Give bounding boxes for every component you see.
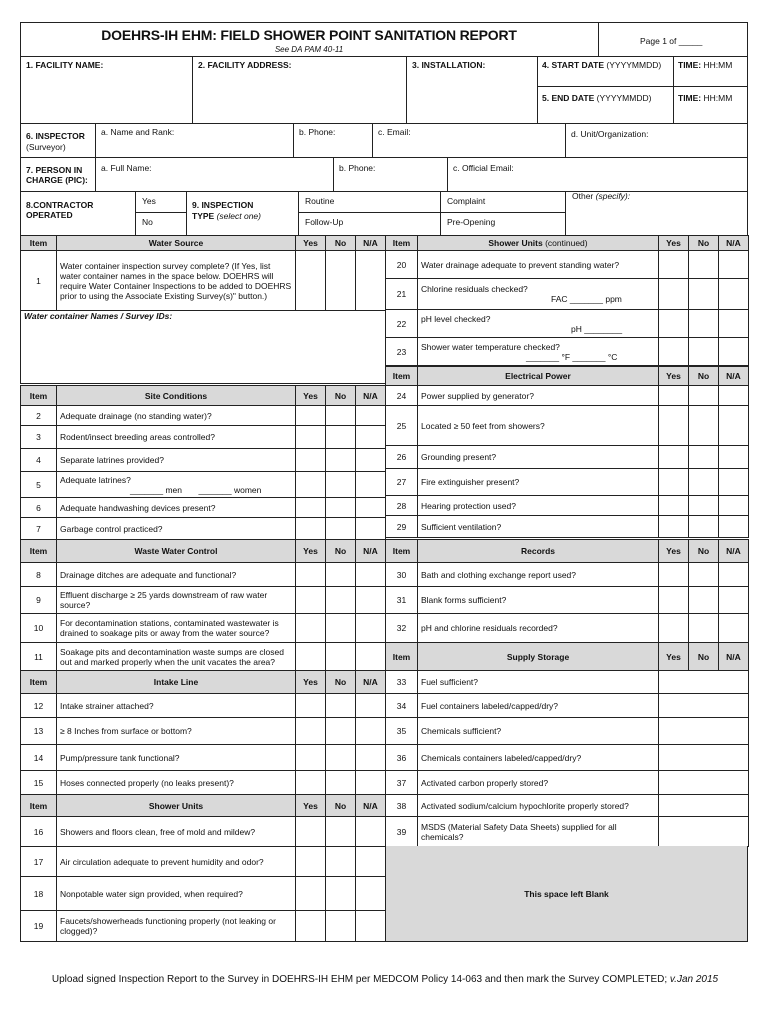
col-no: No	[689, 367, 719, 386]
yes-checkbox[interactable]	[296, 449, 326, 472]
water-source-table	[20, 235, 386, 384]
na-checkbox[interactable]	[719, 406, 749, 446]
col-no: No	[689, 643, 719, 671]
no-checkbox[interactable]	[689, 386, 719, 406]
yes-checkbox[interactable]	[296, 643, 326, 671]
item-text-line: Adequate latrines?	[60, 474, 131, 485]
na-checkbox[interactable]	[356, 472, 386, 498]
item-text: Water drainage adequate to prevent standing water?	[418, 251, 659, 279]
na-checkbox[interactable]	[356, 694, 386, 718]
item-text: Air circulation adequate to prevent humidity and odor?	[57, 847, 296, 877]
inspection-preopening-option[interactable]: Pre-Opening	[447, 217, 496, 227]
no-checkbox[interactable]	[326, 643, 356, 671]
item-text: Drainage ditches are adequate and functional?	[57, 563, 296, 587]
col-item: Item	[21, 540, 57, 563]
yes-checkbox[interactable]	[296, 817, 326, 847]
na-checkbox[interactable]	[356, 643, 386, 671]
inspection-other-note: (specify):	[595, 191, 631, 201]
na-checkbox[interactable]	[356, 718, 386, 745]
no-checkbox[interactable]	[689, 469, 719, 496]
item-number: 17	[21, 847, 57, 877]
na-checkbox[interactable]	[719, 446, 749, 469]
na-checkbox[interactable]	[356, 847, 386, 877]
pic-email-field[interactable]: c. Official Email:	[453, 163, 514, 173]
item-number: 31	[386, 587, 418, 614]
site-conditions-title: Site Conditions	[57, 386, 296, 406]
end-time-label: TIME:	[678, 93, 702, 103]
item-number: 6	[21, 498, 57, 518]
yes-checkbox[interactable]	[296, 498, 326, 518]
col-item: Item	[386, 367, 418, 386]
yes-checkbox[interactable]	[296, 472, 326, 498]
inspector-phone-field[interactable]: b. Phone:	[299, 127, 336, 137]
na-checkbox[interactable]	[356, 877, 386, 911]
no-checkbox[interactable]	[689, 563, 719, 587]
item-number: 24	[386, 386, 418, 406]
yes-checkbox[interactable]	[296, 877, 326, 911]
col-na: N/A	[356, 671, 386, 694]
supply-title: Supply Storage	[418, 643, 659, 671]
inspection-other-option[interactable]: Other	[572, 191, 594, 201]
contractor-yes-option[interactable]: Yes	[142, 196, 156, 206]
item-text-line: Shower water temperature checked?	[421, 341, 560, 352]
item-text: Fuel sufficient?	[418, 671, 659, 694]
item-text: Hearing protection used?	[418, 496, 659, 516]
col-yes: Yes	[659, 236, 689, 251]
temperature-reading[interactable]: _______ °F _______ °C	[526, 351, 618, 362]
item-text: Located ≥ 50 feet from showers?	[418, 406, 659, 446]
item-number: 10	[21, 614, 57, 643]
no-checkbox[interactable]	[689, 446, 719, 469]
end-date-format: (YYYYMMDD)	[596, 93, 652, 103]
pic-name-field[interactable]: a. Full Name:	[101, 163, 152, 173]
no-checkbox[interactable]	[689, 587, 719, 614]
no-checkbox[interactable]	[326, 847, 356, 877]
no-checkbox[interactable]	[326, 406, 356, 426]
item-text: Water container inspection survey complete? (If Yes, list water container names in the space below. DOEHRS will require Water Container Inspections to be added to DOEHRS prior to using the Associate Existing Survey(s)" button.)	[57, 251, 296, 311]
yes-checkbox[interactable]	[296, 518, 326, 540]
installation-label: 3. INSTALLATION:	[412, 60, 486, 70]
no-checkbox[interactable]	[326, 563, 356, 587]
item-number: 5	[21, 472, 57, 498]
item-number: 38	[386, 795, 418, 817]
col-yes: Yes	[659, 643, 689, 671]
inspector-email-field[interactable]: c. Email:	[378, 127, 411, 137]
end-date-label: 5. END DATE	[542, 93, 595, 103]
na-checkbox[interactable]	[719, 516, 749, 538]
yes-checkbox[interactable]	[296, 718, 326, 745]
no-checkbox[interactable]	[689, 614, 719, 643]
no-checkbox[interactable]	[689, 251, 719, 279]
start-time-format: HH:MM	[703, 60, 733, 70]
item-text: Sufficient ventilation?	[418, 516, 659, 538]
inspection-followup-option[interactable]: Follow-Up	[305, 217, 344, 227]
yes-checkbox[interactable]	[296, 771, 326, 795]
item-text: Adequate handwashing devices present?	[57, 498, 296, 518]
blank-area	[385, 846, 748, 941]
no-checkbox[interactable]	[326, 911, 356, 942]
col-yes: Yes	[296, 540, 326, 563]
pic-phone-field[interactable]: b. Phone:	[339, 163, 376, 173]
yes-checkbox[interactable]	[659, 587, 689, 614]
item-text: Activated sodium/calcium hypochlorite properly stored?	[418, 795, 659, 817]
na-checkbox[interactable]	[356, 563, 386, 587]
item-number: 29	[386, 516, 418, 538]
item-text: Showers and floors clean, free of mold and mildew?	[57, 817, 296, 847]
item-number: 39	[386, 817, 418, 847]
col-yes: Yes	[296, 386, 326, 406]
inspector-unit-field[interactable]: d. Unit/Organization:	[571, 129, 649, 139]
item-text: Faucets/showerheads functioning properly (not leaking or clogged)?	[57, 911, 296, 942]
col-item: Item	[386, 643, 418, 671]
item-number: 25	[386, 406, 418, 446]
shower-units-cont-note: (continued)	[545, 238, 588, 248]
item-text: Effluent discharge ≥ 25 yards downstream of raw water source?	[57, 587, 296, 614]
na-checkbox[interactable]	[356, 449, 386, 472]
col-yes: Yes	[659, 367, 689, 386]
shower-units-continued-table	[385, 235, 749, 366]
item-number: 20	[386, 251, 418, 279]
na-checkbox[interactable]	[356, 911, 386, 942]
na-checkbox[interactable]	[356, 817, 386, 847]
na-checkbox[interactable]	[719, 310, 749, 338]
item-number: 14	[21, 745, 57, 771]
form-subtitle: See DA PAM 40-11	[274, 45, 344, 54]
answer-cell[interactable]	[659, 718, 749, 745]
yes-checkbox[interactable]	[296, 745, 326, 771]
col-no: No	[326, 795, 356, 817]
start-date-label: 4. START DATE	[542, 60, 605, 70]
item-number: 13	[21, 718, 57, 745]
item-number: 37	[386, 771, 418, 795]
item-text	[57, 472, 296, 498]
item-text-line: pH level checked?	[421, 313, 491, 324]
item-number: 35	[386, 718, 418, 745]
shower-units-cont-title: Shower Units	[488, 238, 543, 248]
pic-label: 7. PERSON IN CHARGE (PIC):	[26, 165, 88, 185]
item-text: Adequate drainage (no standing water)?	[57, 406, 296, 426]
supply-storage-table	[385, 642, 749, 847]
item-text	[418, 338, 659, 366]
yes-checkbox[interactable]	[659, 406, 689, 446]
contractor-no-option[interactable]: No	[142, 217, 153, 227]
inspection-type-note: (select one)	[216, 211, 261, 221]
col-no: No	[689, 540, 719, 563]
facility-name-label: 1. FACILITY NAME:	[26, 60, 104, 70]
electrical-title: Electrical Power	[418, 367, 659, 386]
no-checkbox[interactable]	[326, 498, 356, 518]
ph-reading[interactable]: pH ________	[571, 323, 623, 334]
yes-checkbox[interactable]	[659, 469, 689, 496]
inspection-routine-option[interactable]: Routine	[305, 196, 335, 206]
item-number: 1	[21, 251, 57, 311]
footer-version: v.Jan 2015	[669, 974, 719, 985]
na-checkbox[interactable]	[356, 426, 386, 449]
yes-checkbox[interactable]	[296, 587, 326, 614]
item-text: Chemicals sufficient?	[418, 718, 659, 745]
shower-units-table	[20, 794, 386, 942]
inspection-complaint-option[interactable]: Complaint	[447, 196, 486, 206]
inspector-name-field[interactable]: a. Name and Rank:	[101, 127, 175, 137]
yes-checkbox[interactable]	[659, 614, 689, 643]
answer-cell[interactable]	[659, 817, 749, 847]
item-number: 18	[21, 877, 57, 911]
yes-checkbox[interactable]	[296, 563, 326, 587]
item-text: Power supplied by generator?	[418, 386, 659, 406]
no-checkbox[interactable]	[326, 694, 356, 718]
no-checkbox[interactable]	[326, 251, 356, 311]
col-na: N/A	[356, 236, 386, 251]
item-text: pH and chlorine residuals recorded?	[418, 614, 659, 643]
yes-checkbox[interactable]	[296, 406, 326, 426]
yes-checkbox[interactable]	[296, 847, 326, 877]
water-source-title: Water Source	[57, 236, 296, 251]
fac-reading[interactable]: FAC _______ ppm	[551, 294, 622, 304]
col-na: N/A	[719, 367, 749, 386]
col-item: Item	[21, 795, 57, 817]
end-time-format: HH:MM	[703, 93, 733, 103]
item-number: 2	[21, 406, 57, 426]
answer-cell[interactable]	[659, 694, 749, 718]
answer-cell[interactable]	[659, 671, 749, 694]
inspection-type-label: 9. INSPECTION	[192, 200, 254, 210]
col-na: N/A	[719, 236, 749, 251]
footer-note	[20, 974, 750, 985]
no-checkbox[interactable]	[326, 745, 356, 771]
item-text: Fuel containers labeled/capped/dry?	[418, 694, 659, 718]
no-checkbox[interactable]	[689, 516, 719, 538]
answer-cell[interactable]	[659, 795, 749, 817]
yes-checkbox[interactable]	[296, 251, 326, 311]
women-count[interactable]: _______ women	[198, 484, 262, 495]
yes-checkbox[interactable]	[659, 386, 689, 406]
na-checkbox[interactable]	[356, 498, 386, 518]
na-checkbox[interactable]	[356, 518, 386, 540]
intake-line-table	[20, 670, 386, 795]
water-container-names-field[interactable]: Water container Names / Survey IDs:	[21, 311, 386, 384]
yes-checkbox[interactable]	[296, 694, 326, 718]
item-text: Activated carbon properly stored?	[418, 771, 659, 795]
electrical-power-table	[385, 366, 749, 538]
site-conditions-table	[20, 385, 386, 540]
na-checkbox[interactable]	[719, 496, 749, 516]
facility-address-label: 2. FACILITY ADDRESS:	[198, 60, 292, 70]
no-checkbox[interactable]	[689, 496, 719, 516]
item-number: 3	[21, 426, 57, 449]
answer-cell[interactable]	[659, 771, 749, 795]
item-text: Hoses connected properly (no leaks present)?	[57, 771, 296, 795]
answer-cell[interactable]	[659, 745, 749, 771]
item-number: 8	[21, 563, 57, 587]
col-yes: Yes	[296, 671, 326, 694]
col-no: No	[326, 540, 356, 563]
no-checkbox[interactable]	[326, 718, 356, 745]
no-checkbox[interactable]	[326, 472, 356, 498]
na-checkbox[interactable]	[356, 251, 386, 311]
item-number: 7	[21, 518, 57, 540]
waste-water-title: Waste Water Control	[57, 540, 296, 563]
item-number: 15	[21, 771, 57, 795]
yes-checkbox[interactable]	[296, 911, 326, 942]
no-checkbox[interactable]	[326, 587, 356, 614]
col-item: Item	[21, 671, 57, 694]
item-number: 4	[21, 449, 57, 472]
form-title: DOEHRS-IH EHM: FIELD SHOWER POINT SANITATION REPORT	[101, 27, 517, 43]
yes-checkbox[interactable]	[659, 338, 689, 366]
na-checkbox[interactable]	[356, 614, 386, 643]
intake-line-title: Intake Line	[57, 671, 296, 694]
na-checkbox[interactable]	[356, 406, 386, 426]
col-no: No	[689, 236, 719, 251]
item-number: 32	[386, 614, 418, 643]
item-number: 19	[21, 911, 57, 942]
item-number: 30	[386, 563, 418, 587]
contractor-label: 8.CONTRACTOR OPERATED	[26, 200, 94, 220]
item-text: Bath and clothing exchange report used?	[418, 563, 659, 587]
na-checkbox[interactable]	[719, 251, 749, 279]
item-text: Pump/pressure tank functional?	[57, 745, 296, 771]
yes-checkbox[interactable]	[659, 251, 689, 279]
item-text: Intake strainer attached?	[57, 694, 296, 718]
yes-checkbox[interactable]	[659, 310, 689, 338]
item-number: 36	[386, 745, 418, 771]
inspection-type-word: TYPE	[192, 211, 215, 221]
na-checkbox[interactable]	[719, 469, 749, 496]
col-no: No	[326, 671, 356, 694]
item-text: Rodent/insect breeding areas controlled?	[57, 426, 296, 449]
no-checkbox[interactable]	[326, 614, 356, 643]
na-checkbox[interactable]	[719, 563, 749, 587]
na-checkbox[interactable]	[719, 587, 749, 614]
yes-checkbox[interactable]	[296, 614, 326, 643]
item-text: Garbage control practiced?	[57, 518, 296, 540]
no-checkbox[interactable]	[689, 279, 719, 310]
yes-checkbox[interactable]	[296, 426, 326, 449]
item-number: 21	[386, 279, 418, 310]
yes-checkbox[interactable]	[659, 496, 689, 516]
records-table	[385, 539, 749, 643]
col-no: No	[326, 386, 356, 406]
item-text: Soakage pits and decontamination waste sumps are closed out and marked properly when the unit vacates the area?	[57, 643, 296, 671]
yes-checkbox[interactable]	[659, 279, 689, 310]
col-yes: Yes	[296, 236, 326, 251]
yes-checkbox[interactable]	[659, 563, 689, 587]
waste-water-table	[20, 539, 386, 671]
page-count[interactable]: Page 1 of _____	[640, 36, 703, 46]
item-number: 27	[386, 469, 418, 496]
no-checkbox[interactable]	[689, 338, 719, 366]
item-number: 12	[21, 694, 57, 718]
na-checkbox[interactable]	[719, 614, 749, 643]
no-checkbox[interactable]	[326, 426, 356, 449]
col-yes: Yes	[296, 795, 326, 817]
item-text: ≥ 8 Inches from surface or bottom?	[57, 718, 296, 745]
shower-units-title: Shower Units	[57, 795, 296, 817]
col-na: N/A	[719, 540, 749, 563]
col-item: Item	[386, 540, 418, 563]
col-na: N/A	[719, 643, 749, 671]
col-yes: Yes	[659, 540, 689, 563]
no-checkbox[interactable]	[326, 518, 356, 540]
item-text-line: Chlorine residuals checked?	[421, 284, 528, 294]
na-checkbox[interactable]	[719, 386, 749, 406]
col-na: N/A	[356, 386, 386, 406]
item-text: Separate latrines provided?	[57, 449, 296, 472]
item-number: 23	[386, 338, 418, 366]
inspector-sublabel: (Surveyor)	[26, 142, 66, 152]
yes-checkbox[interactable]	[659, 446, 689, 469]
men-count[interactable]: _______ men	[130, 484, 182, 495]
col-na: N/A	[356, 540, 386, 563]
item-number: 34	[386, 694, 418, 718]
no-checkbox[interactable]	[326, 771, 356, 795]
start-date-format: (YYYYMMDD)	[606, 60, 662, 70]
item-text: Fire extinguisher present?	[418, 469, 659, 496]
item-text: Nonpotable water sign provided, when required?	[57, 877, 296, 911]
item-text: Blank forms sufficient?	[418, 587, 659, 614]
col-item: Item	[21, 236, 57, 251]
col-item: Item	[386, 236, 418, 251]
no-checkbox[interactable]	[689, 406, 719, 446]
item-number: 26	[386, 446, 418, 469]
item-number: 11	[21, 643, 57, 671]
item-number: 9	[21, 587, 57, 614]
item-number: 16	[21, 817, 57, 847]
start-time-label: TIME:	[678, 60, 702, 70]
na-checkbox[interactable]	[356, 745, 386, 771]
item-text: MSDS (Material Safety Data Sheets) supplied for all chemicals?	[418, 817, 659, 847]
item-text: Chemicals containers labeled/capped/dry?	[418, 745, 659, 771]
records-title: Records	[418, 540, 659, 563]
item-number: 22	[386, 310, 418, 338]
item-text	[418, 279, 659, 310]
item-text	[418, 310, 659, 338]
col-na: N/A	[356, 795, 386, 817]
blank-area-text: This space left Blank	[524, 888, 609, 899]
no-checkbox[interactable]	[326, 449, 356, 472]
na-checkbox[interactable]	[356, 587, 386, 614]
item-text: Grounding present?	[418, 446, 659, 469]
col-item: Item	[21, 386, 57, 406]
item-text: For decontamination stations, contaminated wastewater is drained to soakage pits or away from the water source?	[57, 614, 296, 643]
na-checkbox[interactable]	[719, 338, 749, 366]
no-checkbox[interactable]	[689, 310, 719, 338]
footer-text: Upload signed Inspection Report to the Survey in DOEHRS-IH EHM per MEDCOM Policy 14-063 and then mark the Survey COMPLETED;	[51, 974, 668, 985]
item-number: 33	[386, 671, 418, 694]
no-checkbox[interactable]	[326, 817, 356, 847]
col-no: No	[326, 236, 356, 251]
na-checkbox[interactable]	[719, 279, 749, 310]
na-checkbox[interactable]	[356, 771, 386, 795]
inspector-label: 6. INSPECTOR	[26, 131, 85, 141]
yes-checkbox[interactable]	[659, 516, 689, 538]
no-checkbox[interactable]	[326, 877, 356, 911]
item-number: 28	[386, 496, 418, 516]
